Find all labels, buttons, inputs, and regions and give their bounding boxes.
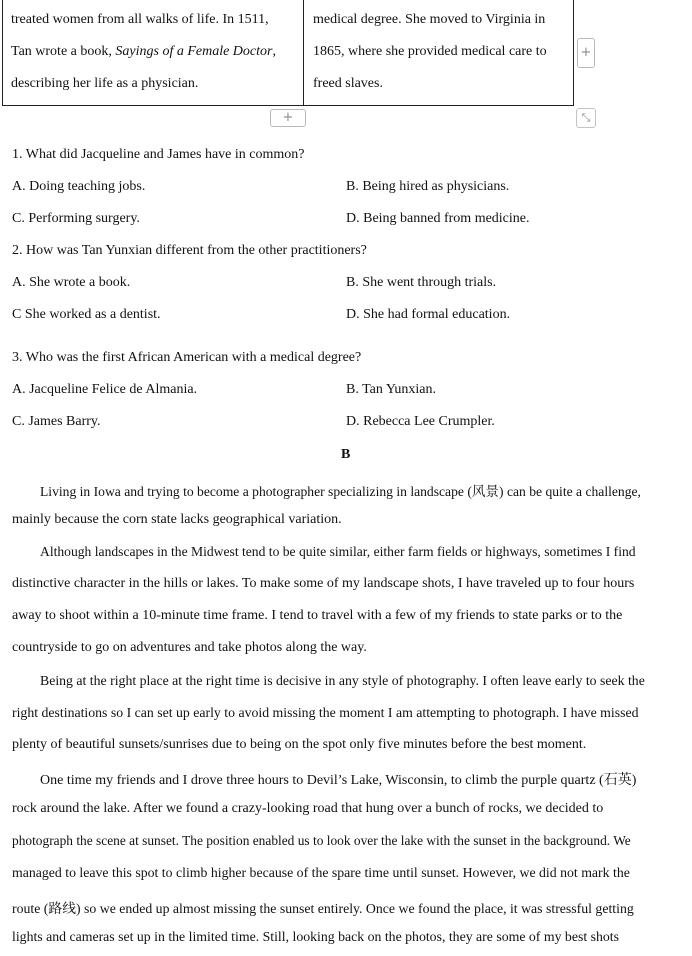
option-d: D. Rebecca Lee Crumpler. [346, 414, 495, 429]
table-line: medical degree. She moved to Virginia in [313, 12, 546, 27]
add-column-button[interactable]: + [577, 38, 595, 68]
option-b: B. Tan Yunxian. [346, 382, 437, 397]
table-cell-left[interactable] [3, 0, 304, 105]
option-d: D. Being banned from medicine. [346, 211, 530, 226]
table-line [11, 44, 276, 60]
passage-line: photograph the scene at sunset. The position enabled us to look over the lake with the sunset in the background. We [12, 833, 631, 848]
option-c: C She worked as a dentist. [12, 307, 161, 322]
section-heading: B [341, 447, 351, 462]
option-d: D. She had formal education. [346, 307, 511, 322]
question-stem: 3. Who was the first African American with a medical degree? [12, 350, 362, 365]
question-stem: 1. What did Jacqueline and James have in common? [12, 147, 305, 162]
passage-line: lights and cameras set up in the limited time. Still, looking back on the photos, they are some of my best shots [12, 929, 619, 944]
book-title: Sayings of a Female Doctor [115, 44, 273, 59]
table-cell-right[interactable] [304, 0, 574, 105]
passage-line: managed to leave this spot to climb higher because of the spare time until sunset. However, we did not mark the [12, 865, 630, 880]
passage-line: countryside to go on adventures and take photos along the way. [12, 640, 367, 655]
passage-line: Being at the right place at the right time is decisive in any style of photography. I often leave early to seek the [40, 673, 645, 688]
question-stem: 2. How was Tan Yunxian different from the other practitioners? [12, 243, 367, 258]
option-c: C. Performing surgery. [12, 211, 140, 226]
text-run: , [272, 44, 276, 59]
passage-line: mainly because the corn state lacks geographical variation. [12, 512, 342, 527]
passage-line: right destinations so I can set up early to avoid missing the moment I am attempting to photograph. I have missed [12, 705, 639, 720]
table-fragment [2, 0, 574, 106]
table-line: treated women from all walks of life. In 1511, [11, 12, 269, 27]
option-a: A. Jacqueline Felice de Almania. [12, 382, 198, 397]
passage-line: One time my friends and I drove three hours to Devil’s Lake, Wisconsin, to climb the purple quartz (石英) [40, 773, 637, 788]
passage-line: plenty of beautiful sunsets/sunrises due to being on the spot only five minutes before the best moment. [12, 737, 587, 752]
passage-line: rock around the lake. After we found a crazy-looking road that hung over a bunch of rocks, we decided to [12, 801, 604, 816]
option-b: B. Being hired as physicians. [346, 179, 510, 194]
table-line: freed slaves. [313, 76, 383, 91]
passage-line: away to shoot within a 10-minute time frame. I tend to travel with a few of my friends to state parks or to the [12, 608, 623, 623]
option-a: A. She wrote a book. [12, 275, 131, 290]
option-c: C. James Barry. [12, 414, 101, 429]
resize-handle-icon[interactable]: ⤡ [576, 108, 596, 128]
passage-line: route (路线) so we ended up almost missing the sunset entirely. Once we found the place, it was stressful getting [12, 901, 634, 916]
option-a: A. Doing teaching jobs. [12, 179, 146, 194]
option-b: B. She went through trials. [346, 275, 497, 290]
text-run: Tan wrote a book, [11, 44, 116, 59]
add-row-button[interactable]: + [270, 109, 306, 127]
table-line: describing her life as a physician. [11, 76, 199, 91]
passage-line: Living in Iowa and trying to become a photographer specializing in landscape (风景) can be quite a challenge, [40, 484, 641, 499]
passage-line: distinctive character in the hills or lakes. To make some of my landscape shots, I have traveled up to four hours [12, 576, 635, 591]
table-line: 1865, where she provided medical care to [313, 44, 547, 59]
passage-line: Although landscapes in the Midwest tend to be quite similar, either farm fields or highways, sometimes I find [40, 544, 636, 559]
